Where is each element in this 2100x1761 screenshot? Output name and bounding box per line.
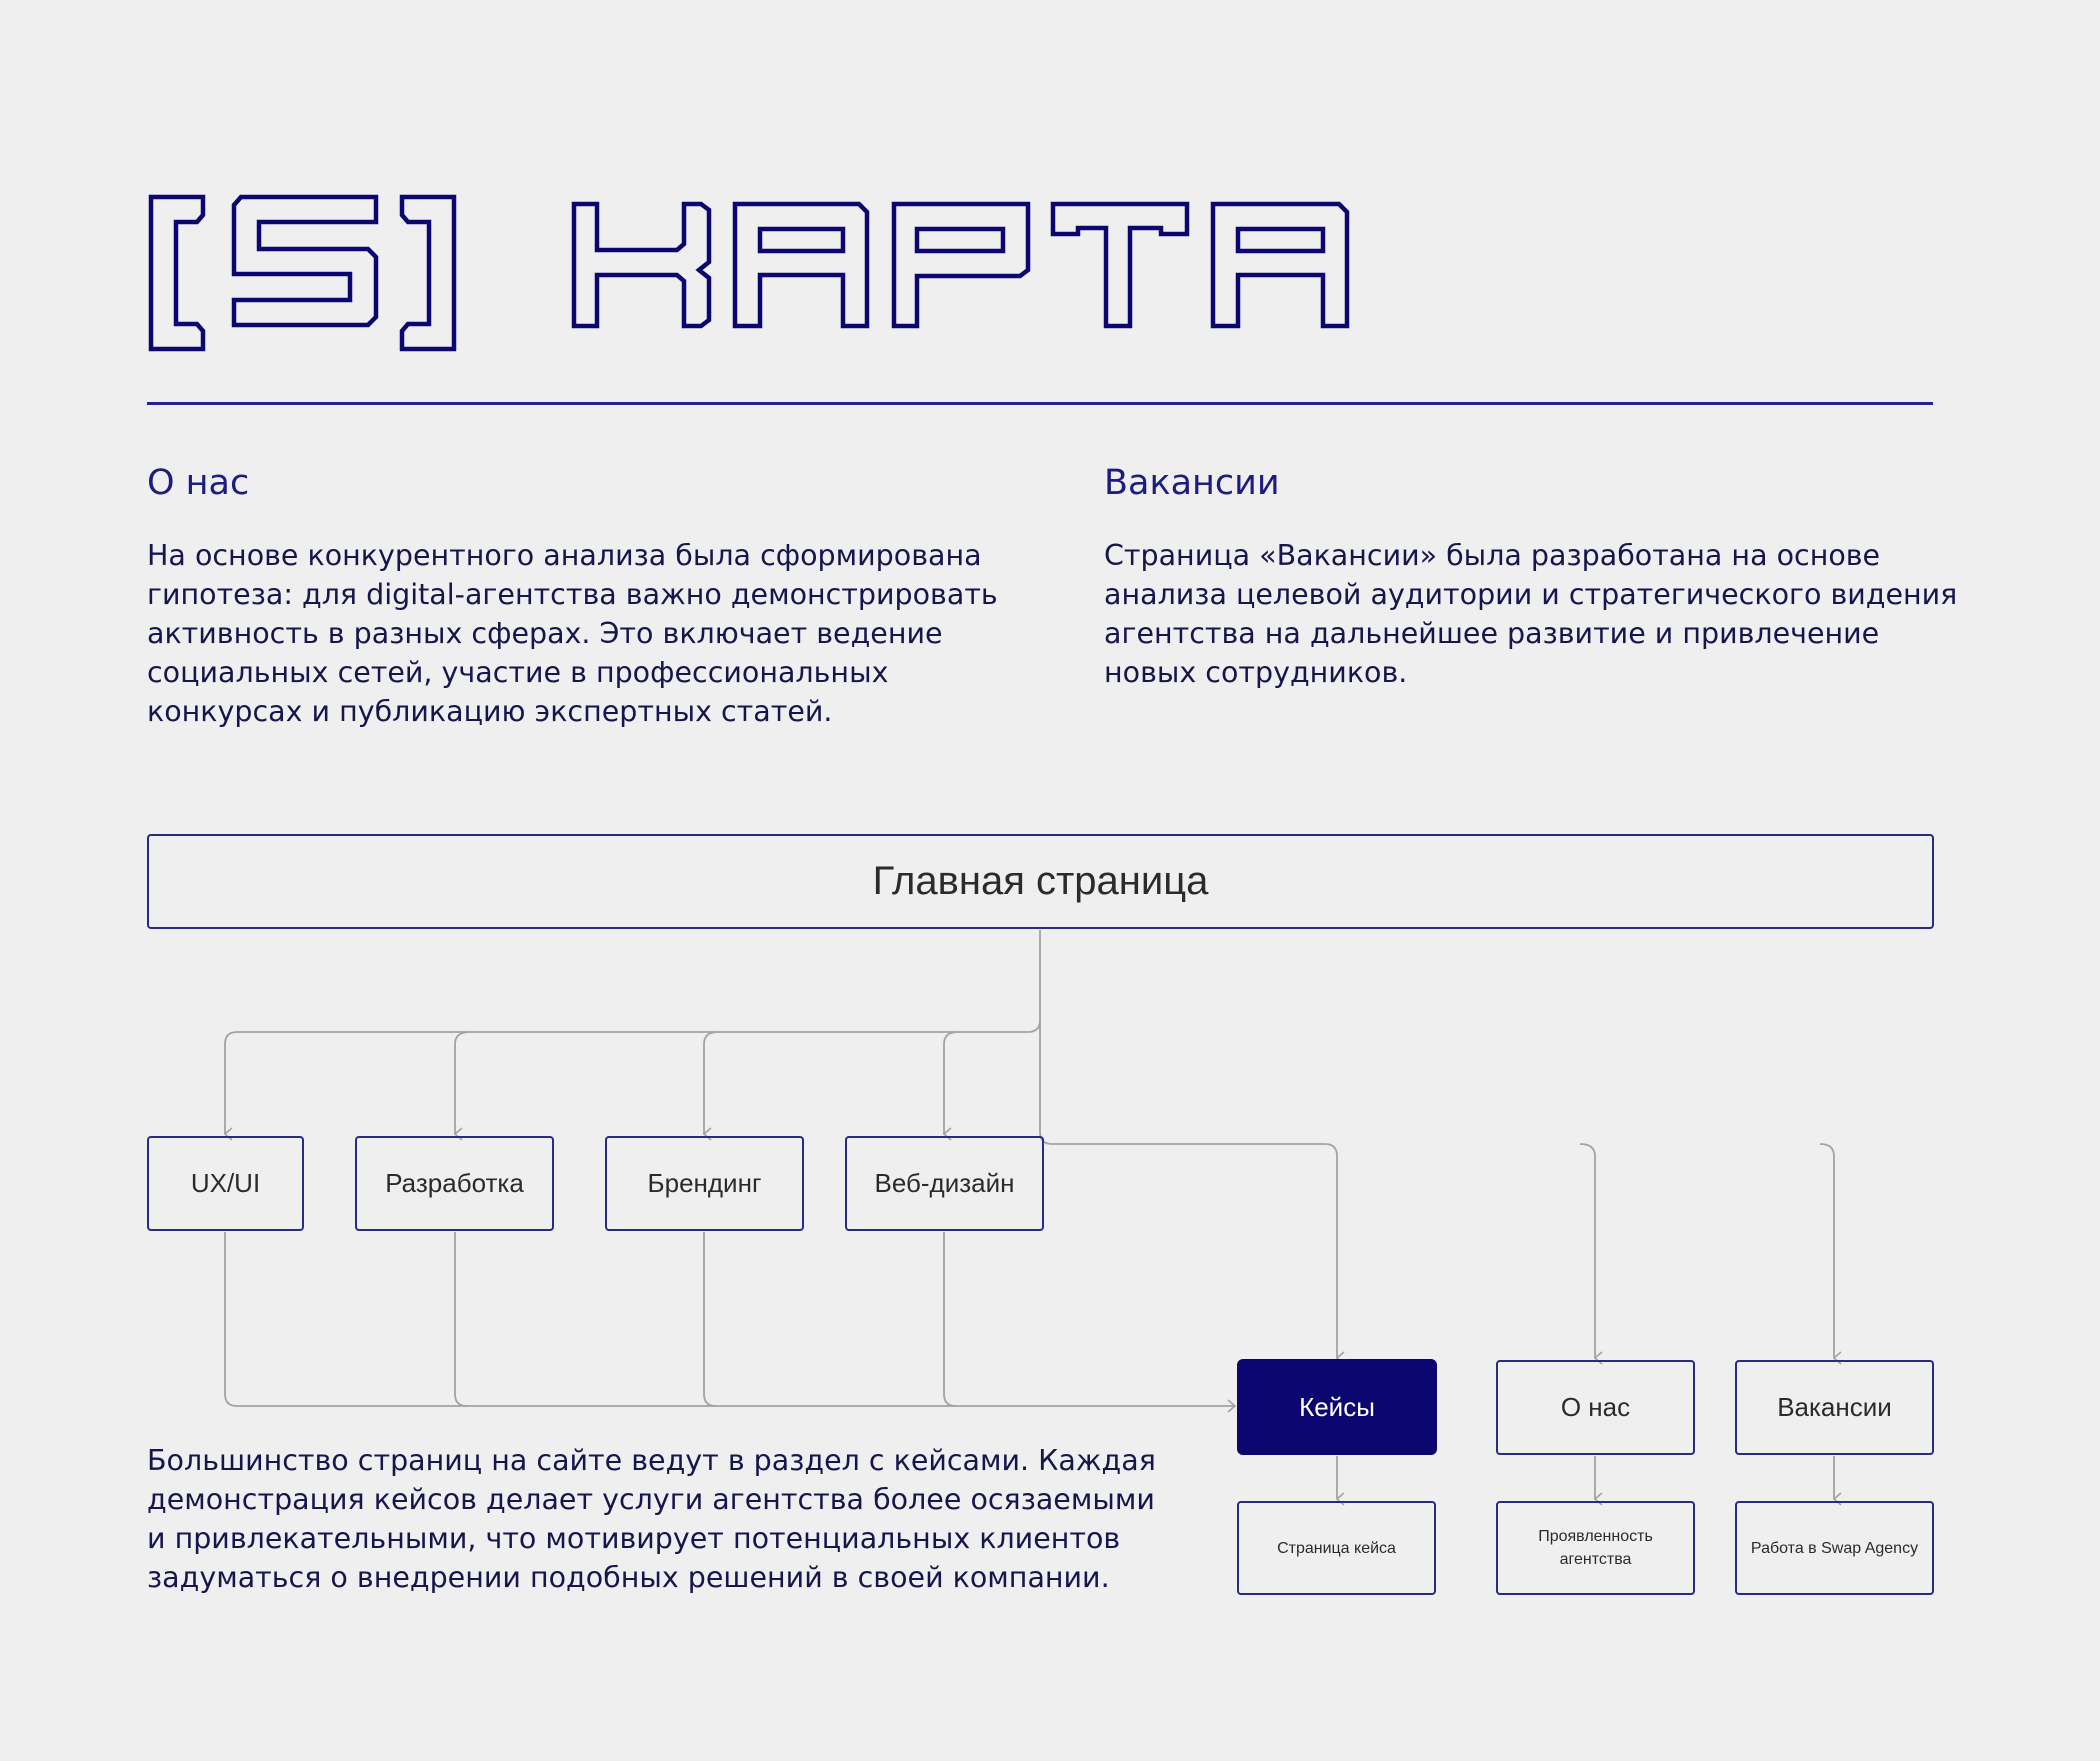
node-service-uxui[interactable] bbox=[147, 1136, 304, 1231]
node-service-web-design[interactable] bbox=[845, 1136, 1044, 1231]
node-label: Страница кейса bbox=[1277, 1539, 1396, 1557]
title-letter-a1 bbox=[735, 204, 867, 326]
text-line: На основе конкурентного анализа была сформирована bbox=[147, 539, 982, 572]
title-digit-5 bbox=[234, 197, 376, 325]
page-title bbox=[0, 0, 2100, 380]
title-letter-p bbox=[894, 204, 1028, 326]
title-bracket-right bbox=[402, 197, 454, 349]
node-service-branding[interactable] bbox=[605, 1136, 804, 1231]
footnote-text bbox=[147, 1441, 1156, 1597]
text-line: анализа целевой аудитории и стратегического видения bbox=[1104, 578, 1958, 611]
node-cases[interactable] bbox=[1237, 1359, 1437, 1455]
node-label: Вакансии bbox=[1777, 1392, 1892, 1422]
title-bracket-left bbox=[151, 197, 203, 349]
title-letter-a2 bbox=[1213, 204, 1347, 326]
text-line: агентства на дальнейшее развитие и привлечение bbox=[1104, 617, 1880, 650]
text-line: задуматься о внедрении подобных решений в своей компании. bbox=[147, 1561, 1110, 1594]
node-home-page[interactable] bbox=[147, 834, 1934, 929]
node-label: Кейсы bbox=[1299, 1391, 1375, 1422]
text-line: конкурсах и публикацию экспертных статей. bbox=[147, 695, 833, 728]
node-label: Работа в Swap Agency bbox=[1750, 1539, 1919, 1557]
node-case-page[interactable] bbox=[1237, 1501, 1436, 1595]
text-line: Большинство страниц на сайте ведут в раздел с кейсами. Каждая bbox=[147, 1444, 1156, 1477]
node-label: Главная страница bbox=[872, 859, 1209, 903]
node-vacancies[interactable] bbox=[1735, 1360, 1934, 1455]
text-line: Страница «Вакансии» была разработана на основе bbox=[1104, 539, 1881, 572]
node-label: Веб-дизайн bbox=[874, 1168, 1015, 1198]
node-label: О нас bbox=[1560, 1392, 1631, 1422]
section-heading-about: О нас bbox=[147, 463, 250, 503]
text-line: гипотеза: для digital-агентства важно демонстрировать bbox=[147, 578, 998, 611]
node-service-development[interactable] bbox=[355, 1136, 554, 1231]
node-label: Брендинг bbox=[647, 1168, 762, 1198]
node-label-line: агентства bbox=[1559, 1551, 1632, 1568]
node-label-line: Проявленность bbox=[1538, 1528, 1653, 1545]
section-text-vacancies bbox=[1104, 536, 1957, 692]
node-label: Разработка bbox=[385, 1168, 524, 1198]
text-line: демонстрация кейсов делает услуги агентства более осязаемыми bbox=[147, 1483, 1155, 1516]
text-line: новых сотрудников. bbox=[1104, 656, 1408, 689]
node-about[interactable] bbox=[1496, 1360, 1695, 1455]
section-text-about bbox=[147, 536, 998, 731]
title-letter-t bbox=[1053, 204, 1187, 326]
title-letter-k bbox=[574, 204, 709, 326]
section-heading-vacancies: Вакансии bbox=[1104, 463, 1280, 503]
text-line: и привлекательными, что мотивирует потенциальных клиентов bbox=[147, 1522, 1121, 1555]
node-work-at-swap[interactable] bbox=[1735, 1501, 1934, 1595]
node-label: UX/UI bbox=[190, 1168, 261, 1198]
node-agency-presence[interactable] bbox=[1496, 1501, 1695, 1595]
title-divider bbox=[147, 402, 1933, 405]
text-line: активность в разных сферах. Это включает ведение bbox=[147, 617, 943, 650]
text-line: социальных сетей, участие в профессиональных bbox=[147, 656, 889, 689]
